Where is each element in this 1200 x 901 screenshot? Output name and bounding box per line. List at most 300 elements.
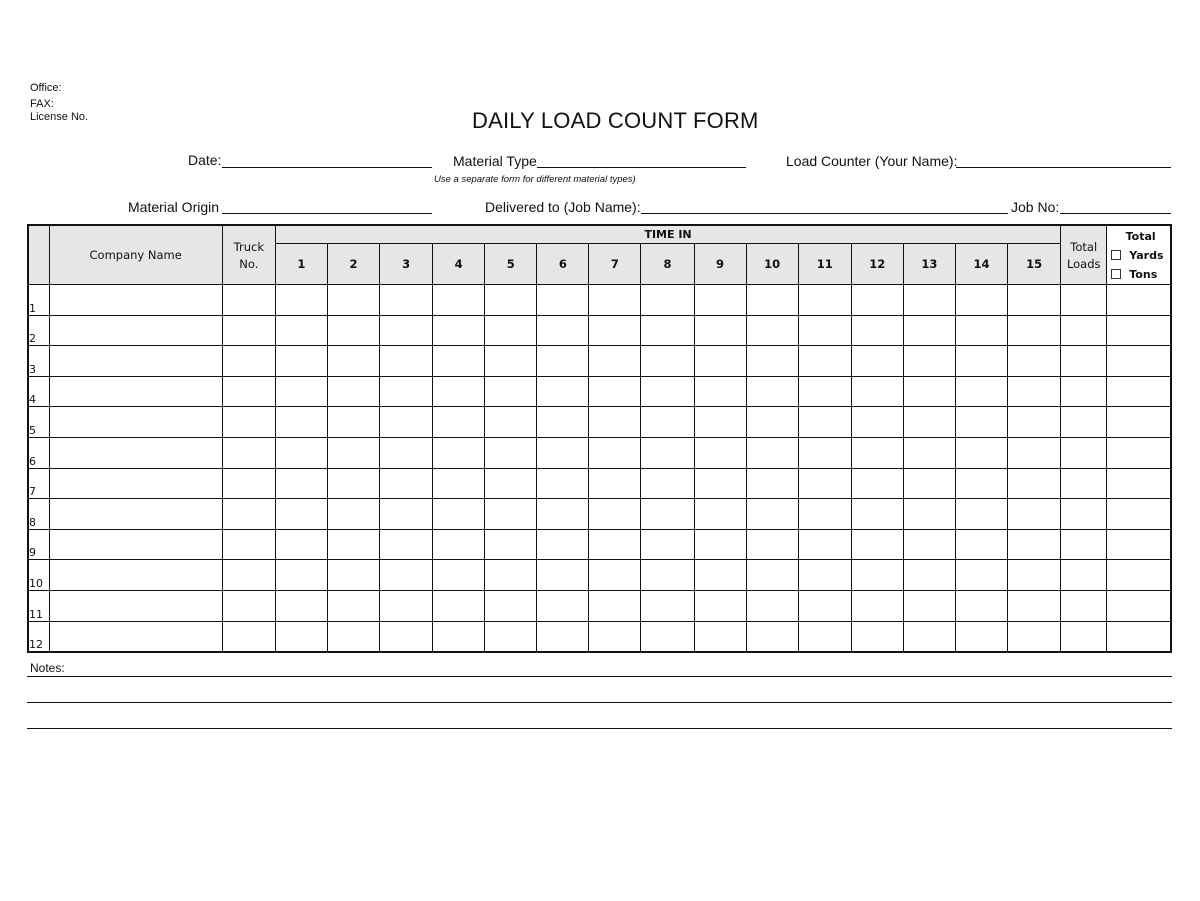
total-units-cell[interactable] <box>1107 529 1171 560</box>
time-column-header: 10 <box>746 244 798 285</box>
time-in-cell[interactable] <box>903 407 955 438</box>
material-origin-label: Material Origin <box>128 199 220 215</box>
total-units-cell[interactable] <box>1107 315 1171 346</box>
time-in-cell[interactable] <box>380 468 433 499</box>
company-info <box>30 82 88 123</box>
time-in-cell[interactable] <box>327 590 379 621</box>
company-name-cell[interactable] <box>49 468 222 499</box>
table-row <box>28 468 1171 499</box>
table-row <box>28 285 1171 316</box>
time-in-cell[interactable] <box>275 590 327 621</box>
total-units-cell[interactable] <box>1107 376 1171 407</box>
time-in-cell[interactable] <box>798 621 851 652</box>
company-name-cell[interactable] <box>49 529 222 560</box>
time-in-cell[interactable] <box>485 407 537 438</box>
time-in-cell[interactable] <box>537 376 589 407</box>
total-units-cell[interactable] <box>1107 285 1171 316</box>
time-in-cell[interactable] <box>589 376 641 407</box>
time-in-cell[interactable] <box>694 407 746 438</box>
time-in-cell[interactable] <box>798 346 851 377</box>
time-in-cell[interactable] <box>798 560 851 591</box>
row-number: 4 <box>28 376 49 407</box>
time-in-cell[interactable] <box>746 437 798 468</box>
time-in-cell[interactable] <box>903 468 955 499</box>
time-in-cell[interactable] <box>589 529 641 560</box>
job-no-field[interactable] <box>1060 213 1171 214</box>
total-loads-cell[interactable] <box>1061 560 1107 591</box>
time-in-cell[interactable] <box>851 499 903 530</box>
time-in-cell[interactable] <box>433 621 485 652</box>
time-in-cell[interactable] <box>851 407 903 438</box>
company-name-cell[interactable] <box>49 437 222 468</box>
truck-no-cell[interactable] <box>222 590 275 621</box>
time-in-cell[interactable] <box>485 346 537 377</box>
time-in-cell[interactable] <box>851 468 903 499</box>
time-in-cell[interactable] <box>851 376 903 407</box>
time-in-cell[interactable] <box>1007 468 1060 499</box>
time-in-cell[interactable] <box>1007 346 1060 377</box>
time-in-cell[interactable] <box>903 437 955 468</box>
time-in-cell[interactable] <box>903 315 955 346</box>
time-in-cell[interactable] <box>641 376 694 407</box>
time-in-cell[interactable] <box>641 621 694 652</box>
company-name-cell[interactable] <box>49 315 222 346</box>
time-in-cell[interactable] <box>1007 437 1060 468</box>
time-in-cell[interactable] <box>380 560 433 591</box>
time-in-cell[interactable] <box>380 315 433 346</box>
time-in-cell[interactable] <box>798 590 851 621</box>
time-in-cell[interactable] <box>485 315 537 346</box>
total-loads-cell[interactable] <box>1061 529 1107 560</box>
time-in-cell[interactable] <box>1007 621 1060 652</box>
material-type-note: Use a separate form for different material types) <box>434 174 636 185</box>
time-in-cell[interactable] <box>537 590 589 621</box>
time-column-header: 14 <box>955 244 1007 285</box>
time-column-header: 12 <box>851 244 903 285</box>
time-in-cell[interactable] <box>1007 590 1060 621</box>
time-in-cell[interactable] <box>380 346 433 377</box>
time-column-header: 13 <box>903 244 955 285</box>
time-column-header: 5 <box>485 244 537 285</box>
time-in-cell[interactable] <box>694 285 746 316</box>
time-in-cell[interactable] <box>851 590 903 621</box>
time-in-cell[interactable] <box>433 468 485 499</box>
total-loads-cell[interactable] <box>1061 346 1107 377</box>
row-number: 11 <box>28 590 49 621</box>
time-in-cell[interactable] <box>327 315 379 346</box>
time-in-cell[interactable] <box>903 560 955 591</box>
company-name-cell[interactable] <box>49 407 222 438</box>
time-in-cell[interactable] <box>746 315 798 346</box>
time-in-cell[interactable] <box>327 407 379 438</box>
time-column-header: 8 <box>641 244 694 285</box>
time-in-cell[interactable] <box>589 285 641 316</box>
material-type-label: Material Type <box>453 153 537 169</box>
time-in-cell[interactable] <box>275 315 327 346</box>
table-row <box>28 621 1171 652</box>
time-in-cell[interactable] <box>798 407 851 438</box>
time-in-cell[interactable] <box>746 346 798 377</box>
time-in-cell[interactable] <box>433 315 485 346</box>
total-units-cell[interactable] <box>1107 407 1171 438</box>
time-in-cell[interactable] <box>327 499 379 530</box>
time-in-cell[interactable] <box>433 560 485 591</box>
delivered-to-label: Delivered to (Job Name): <box>485 199 641 215</box>
yards-checkbox[interactable] <box>1111 250 1121 260</box>
time-in-cell[interactable] <box>903 346 955 377</box>
truck-no-cell[interactable] <box>222 560 275 591</box>
time-in-cell[interactable] <box>537 315 589 346</box>
total-units-cell[interactable] <box>1107 468 1171 499</box>
time-in-cell[interactable] <box>903 376 955 407</box>
time-in-cell[interactable] <box>694 346 746 377</box>
time-in-cell[interactable] <box>275 437 327 468</box>
time-in-cell[interactable] <box>327 437 379 468</box>
time-in-cell[interactable] <box>433 285 485 316</box>
job-no-label: Job No: <box>1011 199 1060 215</box>
time-in-cell[interactable] <box>694 468 746 499</box>
time-in-cell[interactable] <box>955 590 1007 621</box>
time-in-cell[interactable] <box>903 529 955 560</box>
row-number: 2 <box>28 315 49 346</box>
time-in-cell[interactable] <box>851 285 903 316</box>
table-row <box>28 437 1171 468</box>
time-column-header: 6 <box>537 244 589 285</box>
time-column-header: 15 <box>1007 244 1060 285</box>
time-in-cell[interactable] <box>851 560 903 591</box>
time-in-cell[interactable] <box>380 437 433 468</box>
row-number: 6 <box>28 437 49 468</box>
company-name-cell[interactable] <box>49 285 222 316</box>
time-in-cell[interactable] <box>589 590 641 621</box>
table-row <box>28 499 1171 530</box>
time-in-cell[interactable] <box>537 621 589 652</box>
time-in-cell[interactable] <box>798 376 851 407</box>
time-in-cell[interactable] <box>380 285 433 316</box>
time-in-cell[interactable] <box>851 346 903 377</box>
truck-no-cell[interactable] <box>222 468 275 499</box>
total-loads-cell[interactable] <box>1061 590 1107 621</box>
time-in-cell[interactable] <box>433 376 485 407</box>
time-in-cell[interactable] <box>746 560 798 591</box>
row-number: 3 <box>28 346 49 377</box>
time-in-cell[interactable] <box>537 285 589 316</box>
time-in-cell[interactable] <box>275 560 327 591</box>
total-loads-line1: Total <box>1070 239 1098 254</box>
yards-label: Yards <box>1129 248 1164 262</box>
time-in-cell[interactable] <box>694 560 746 591</box>
material-type-field[interactable] <box>537 167 746 168</box>
time-in-cell[interactable] <box>589 315 641 346</box>
time-in-cell[interactable] <box>485 590 537 621</box>
load-count-table <box>27 224 1172 653</box>
date-field[interactable] <box>222 167 432 168</box>
table-row <box>28 560 1171 591</box>
truck-no-cell[interactable] <box>222 437 275 468</box>
time-in-cell[interactable] <box>746 407 798 438</box>
time-in-cell[interactable] <box>380 407 433 438</box>
total-loads-cell[interactable] <box>1061 285 1107 316</box>
truck-no-cell[interactable] <box>222 376 275 407</box>
company-name-cell[interactable] <box>49 621 222 652</box>
time-in-cell[interactable] <box>694 315 746 346</box>
time-in-cell[interactable] <box>485 285 537 316</box>
time-in-cell[interactable] <box>641 407 694 438</box>
truck-no-cell[interactable] <box>222 499 275 530</box>
time-in-cell[interactable] <box>694 529 746 560</box>
time-in-cell[interactable] <box>694 437 746 468</box>
time-in-cell[interactable] <box>1007 529 1060 560</box>
total-loads-cell[interactable] <box>1061 499 1107 530</box>
time-in-cell[interactable] <box>641 437 694 468</box>
time-in-cell[interactable] <box>433 407 485 438</box>
company-name-cell[interactable] <box>49 590 222 621</box>
truck-header-line2: No. <box>239 256 259 271</box>
time-in-cell[interactable] <box>1007 407 1060 438</box>
time-in-cell[interactable] <box>851 621 903 652</box>
time-in-cell[interactable] <box>641 315 694 346</box>
company-name-header: Company Name <box>49 225 222 285</box>
time-in-cell[interactable] <box>746 529 798 560</box>
page-title: DAILY LOAD COUNT FORM <box>472 108 759 133</box>
time-column-header: 9 <box>694 244 746 285</box>
time-in-cell[interactable] <box>537 560 589 591</box>
time-in-cell[interactable] <box>798 285 851 316</box>
truck-no-header <box>222 225 275 285</box>
time-in-cell[interactable] <box>433 590 485 621</box>
time-in-cell[interactable] <box>537 468 589 499</box>
time-in-cell[interactable] <box>641 560 694 591</box>
time-in-cell[interactable] <box>955 468 1007 499</box>
time-in-cell[interactable] <box>746 376 798 407</box>
time-in-cell[interactable] <box>485 376 537 407</box>
row-number-header <box>28 225 49 285</box>
time-in-cell[interactable] <box>798 499 851 530</box>
time-in-cell[interactable] <box>537 407 589 438</box>
time-in-cell[interactable] <box>275 499 327 530</box>
time-in-cell[interactable] <box>798 315 851 346</box>
time-in-cell[interactable] <box>694 590 746 621</box>
row-number: 10 <box>28 560 49 591</box>
time-in-cell[interactable] <box>1007 560 1060 591</box>
time-in-cell[interactable] <box>433 499 485 530</box>
time-in-cell[interactable] <box>746 468 798 499</box>
time-in-cell[interactable] <box>485 621 537 652</box>
time-in-cell[interactable] <box>903 590 955 621</box>
time-in-cell[interactable] <box>380 621 433 652</box>
notes-line-2[interactable] <box>27 702 1172 703</box>
total-loads-cell[interactable] <box>1061 407 1107 438</box>
truck-no-cell[interactable] <box>222 407 275 438</box>
time-in-cell[interactable] <box>1007 499 1060 530</box>
time-in-cell[interactable] <box>955 285 1007 316</box>
company-name-cell[interactable] <box>49 560 222 591</box>
time-in-cell[interactable] <box>798 468 851 499</box>
row-number: 1 <box>28 285 49 316</box>
time-in-cell[interactable] <box>275 529 327 560</box>
time-in-cell[interactable] <box>589 407 641 438</box>
time-in-cell[interactable] <box>275 285 327 316</box>
total-loads-cell[interactable] <box>1061 315 1107 346</box>
time-in-cell[interactable] <box>380 499 433 530</box>
notes-line-3[interactable] <box>27 728 1172 729</box>
time-in-cell[interactable] <box>380 376 433 407</box>
time-in-cell[interactable] <box>903 621 955 652</box>
delivered-to-field[interactable] <box>641 213 1008 214</box>
license-label: License No. <box>30 111 89 123</box>
time-in-cell[interactable] <box>380 529 433 560</box>
company-name-cell[interactable] <box>49 346 222 377</box>
time-in-cell[interactable] <box>485 499 537 530</box>
load-counter-field[interactable] <box>956 167 1171 168</box>
time-in-cell[interactable] <box>485 560 537 591</box>
time-in-cell[interactable] <box>641 346 694 377</box>
time-in-cell[interactable] <box>955 560 1007 591</box>
table-row <box>28 346 1171 377</box>
row-number: 9 <box>28 529 49 560</box>
truck-no-cell[interactable] <box>222 529 275 560</box>
time-in-cell[interactable] <box>327 285 379 316</box>
time-in-cell[interactable] <box>955 376 1007 407</box>
time-in-cell[interactable] <box>589 468 641 499</box>
company-name-cell[interactable] <box>49 376 222 407</box>
total-loads-cell[interactable] <box>1061 621 1107 652</box>
time-in-cell[interactable] <box>641 590 694 621</box>
total-loads-cell[interactable] <box>1061 437 1107 468</box>
table-row <box>28 529 1171 560</box>
total-units-cell[interactable] <box>1107 346 1171 377</box>
time-in-cell[interactable] <box>851 315 903 346</box>
time-in-cell[interactable] <box>485 529 537 560</box>
time-in-cell[interactable] <box>433 437 485 468</box>
table-row <box>28 407 1171 438</box>
tons-label: Tons <box>1129 267 1158 281</box>
time-in-cell[interactable] <box>537 437 589 468</box>
time-in-cell[interactable] <box>327 468 379 499</box>
time-in-cell[interactable] <box>275 621 327 652</box>
time-in-cell[interactable] <box>694 499 746 530</box>
material-origin-field[interactable] <box>222 213 432 214</box>
time-in-cell[interactable] <box>589 621 641 652</box>
time-in-cell[interactable] <box>903 499 955 530</box>
time-in-cell[interactable] <box>589 346 641 377</box>
time-in-cell[interactable] <box>955 315 1007 346</box>
time-in-cell[interactable] <box>537 529 589 560</box>
table-row <box>28 315 1171 346</box>
total-units-cell[interactable] <box>1107 590 1171 621</box>
total-loads-cell[interactable] <box>1061 468 1107 499</box>
time-in-cell[interactable] <box>746 285 798 316</box>
time-in-cell[interactable] <box>537 346 589 377</box>
row-number: 8 <box>28 499 49 530</box>
time-in-cell[interactable] <box>327 621 379 652</box>
total-units-label: Total <box>1125 229 1156 243</box>
truck-no-cell[interactable] <box>222 621 275 652</box>
time-column-header: 1 <box>275 244 327 285</box>
time-in-cell[interactable] <box>746 621 798 652</box>
notes-label: Notes: <box>30 661 65 675</box>
time-in-cell[interactable] <box>955 529 1007 560</box>
time-in-cell[interactable] <box>327 346 379 377</box>
time-in-cell[interactable] <box>275 407 327 438</box>
truck-no-cell[interactable] <box>222 315 275 346</box>
time-in-cell[interactable] <box>1007 376 1060 407</box>
total-units-cell[interactable] <box>1107 499 1171 530</box>
date-label: Date: <box>188 152 222 168</box>
truck-no-cell[interactable] <box>222 346 275 377</box>
time-in-cell[interactable] <box>433 529 485 560</box>
time-in-cell[interactable] <box>589 560 641 591</box>
tons-checkbox[interactable] <box>1111 269 1121 279</box>
truck-header-line1: Truck <box>233 239 265 254</box>
table-row <box>28 590 1171 621</box>
time-in-cell[interactable] <box>327 376 379 407</box>
time-in-cell[interactable] <box>955 499 1007 530</box>
time-in-cell[interactable] <box>955 621 1007 652</box>
time-in-header: TIME IN <box>275 225 1060 244</box>
time-column-header: 7 <box>589 244 641 285</box>
time-in-cell[interactable] <box>327 529 379 560</box>
truck-no-cell[interactable] <box>222 285 275 316</box>
time-in-cell[interactable] <box>485 468 537 499</box>
total-units-cell[interactable] <box>1107 437 1171 468</box>
time-in-cell[interactable] <box>275 468 327 499</box>
time-in-cell[interactable] <box>694 621 746 652</box>
company-name-cell[interactable] <box>49 499 222 530</box>
time-in-cell[interactable] <box>275 346 327 377</box>
time-in-cell[interactable] <box>641 529 694 560</box>
time-in-cell[interactable] <box>1007 315 1060 346</box>
table-row <box>28 376 1171 407</box>
time-in-cell[interactable] <box>485 437 537 468</box>
time-in-cell[interactable] <box>589 437 641 468</box>
time-in-cell[interactable] <box>641 285 694 316</box>
time-in-cell[interactable] <box>798 529 851 560</box>
time-in-cell[interactable] <box>327 560 379 591</box>
total-units-header <box>1107 225 1171 285</box>
time-in-cell[interactable] <box>433 346 485 377</box>
notes-line-1[interactable] <box>27 676 1172 677</box>
time-in-cell[interactable] <box>589 499 641 530</box>
time-in-cell[interactable] <box>1007 285 1060 316</box>
time-in-cell[interactable] <box>955 437 1007 468</box>
time-in-cell[interactable] <box>798 437 851 468</box>
time-in-cell[interactable] <box>641 468 694 499</box>
time-in-cell[interactable] <box>275 376 327 407</box>
time-in-cell[interactable] <box>955 346 1007 377</box>
time-in-cell[interactable] <box>380 590 433 621</box>
total-loads-header <box>1061 225 1107 285</box>
row-number: 7 <box>28 468 49 499</box>
total-loads-cell[interactable] <box>1061 376 1107 407</box>
total-units-cell[interactable] <box>1107 560 1171 591</box>
time-in-cell[interactable] <box>537 499 589 530</box>
row-number: 5 <box>28 407 49 438</box>
time-in-cell[interactable] <box>851 437 903 468</box>
time-in-cell[interactable] <box>746 590 798 621</box>
time-in-cell[interactable] <box>694 376 746 407</box>
time-in-cell[interactable] <box>851 529 903 560</box>
time-in-cell[interactable] <box>746 499 798 530</box>
time-column-header: 3 <box>380 244 433 285</box>
time-in-cell[interactable] <box>955 407 1007 438</box>
fax-label: FAX: <box>30 98 54 110</box>
time-in-cell[interactable] <box>903 285 955 316</box>
total-units-cell[interactable] <box>1107 621 1171 652</box>
total-loads-line2: Loads <box>1066 256 1101 271</box>
time-column-header: 2 <box>327 244 379 285</box>
time-in-cell[interactable] <box>641 499 694 530</box>
